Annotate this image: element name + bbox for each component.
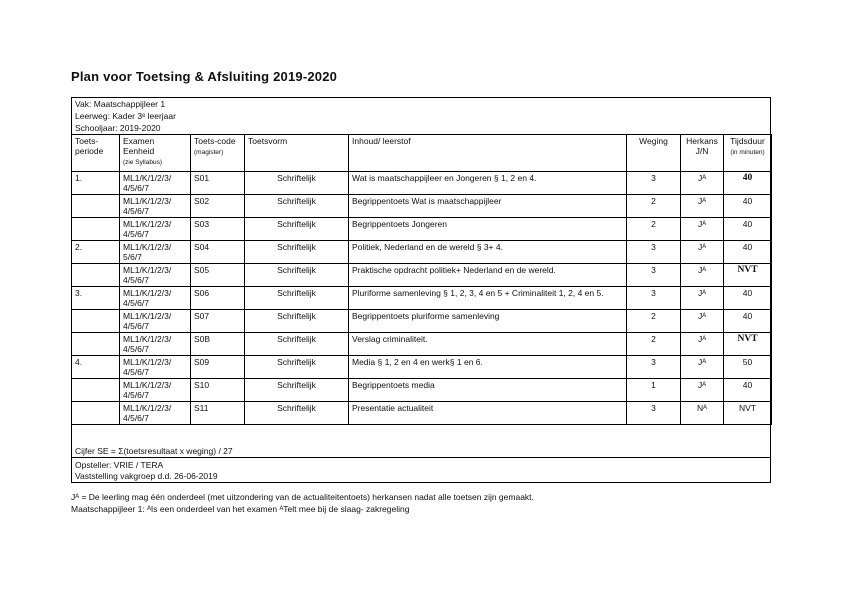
cell-code: S0B [191,333,245,356]
cell-vorm: Schriftelijk [245,356,349,379]
cell-eenheid: ML1/K/1/2/3/ 4/5/6/7 [120,218,191,241]
cell-duur: 40 [724,218,772,241]
cell-eenheid: ML1/K/1/2/3/ 4/5/6/7 [120,402,191,425]
cell-inhoud: Begrippentoets Jongeren [349,218,627,241]
cell-weging: 3 [627,287,681,310]
cell-herkans: Jᴬ [681,172,724,195]
table-row [72,264,772,287]
cell-code: S09 [191,356,245,379]
footnote-herkansing: Jᴬ = De leerling mag één onderdeel (met uitzondering van de actualiteitentoets) herkansen nadat alle toetsen zijn gemaakt. [71,492,534,502]
cell-vorm: Schriftelijk [245,379,349,402]
cell-herkans: Jᴬ [681,195,724,218]
cell-vorm: Schriftelijk [245,287,349,310]
header-vorm: Toetsvorm [245,135,349,172]
opsteller-label: Opsteller: VRIE / TERA [75,460,164,470]
cell-herkans: Jᴬ [681,218,724,241]
cell-duur: 40 [724,310,772,333]
cijfer-formula: Cijfer SE = Σ(toetsresultaat x weging) / 27 [75,446,233,456]
cell-weging: 1 [627,379,681,402]
header-herkans: Herkans J/N [681,135,724,172]
schooljaar-label: Schooljaar: 2019-2020 [75,123,161,133]
table-row [72,379,772,402]
cell-code: S10 [191,379,245,402]
cell-periode: 3. [72,287,120,310]
table-row [72,287,772,310]
cell-herkans: Jᴬ [681,310,724,333]
cell-weging: 2 [627,333,681,356]
table-row [72,333,772,356]
cell-code: S07 [191,310,245,333]
cell-vorm: Schriftelijk [245,333,349,356]
cell-inhoud: Verslag criminaliteit. [349,333,627,356]
cell-periode [72,333,120,356]
cell-periode: 1. [72,172,120,195]
cell-periode [72,379,120,402]
cell-code: S01 [191,172,245,195]
cell-vorm: Schriftelijk [245,264,349,287]
cell-code: S06 [191,287,245,310]
table-header-row [72,135,772,172]
cell-vorm: Schriftelijk [245,172,349,195]
cell-weging: 3 [627,241,681,264]
header-code-label: Toets-code [194,136,236,146]
cell-periode: 4. [72,356,120,379]
cell-duur: NVT [724,333,772,356]
cell-weging: 3 [627,402,681,425]
cell-vorm: Schriftelijk [245,195,349,218]
cell-duur: 40 [724,241,772,264]
header-eenheid-label: Examen Eenheid [123,136,155,156]
cell-code: S04 [191,241,245,264]
cell-periode [72,264,120,287]
header-weging: Weging [627,135,681,172]
cell-herkans: Jᴬ [681,333,724,356]
cell-periode: 2. [72,241,120,264]
table-row [72,218,772,241]
cell-herkans: Jᴬ [681,379,724,402]
cell-vorm: Schriftelijk [245,241,349,264]
cell-periode [72,195,120,218]
header-code-sub: (magister) [194,149,224,156]
cell-code: S05 [191,264,245,287]
cell-code: S11 [191,402,245,425]
header-eenheid [120,135,191,172]
leerweg-label: Leerweg: Kader 3ᵉ leerjaar [75,111,176,121]
cell-duur: 40 [724,195,772,218]
cell-eenheid: ML1/K/1/2/3/ 4/5/6/7 [120,172,191,195]
table-row [72,172,772,195]
cell-inhoud: Praktische opdracht politiek+ Nederland en de wereld. [349,264,627,287]
cell-herkans: Nᴬ [681,402,724,425]
cell-duur: 40 [724,287,772,310]
cell-duur: 40 [724,172,772,195]
header-duur-label: Tijdsduur [730,136,765,146]
table-row [72,310,772,333]
cell-eenheid: ML1/K/1/2/3/ 4/5/6/7 [120,287,191,310]
cell-duur: 50 [724,356,772,379]
cell-herkans: Jᴬ [681,287,724,310]
cell-herkans: Jᴬ [681,241,724,264]
vaststelling-label: Vaststelling vakgroep d.d. 26-06-2019 [75,471,218,481]
header-eenheid-sub: (zie Syllabus) [123,159,163,166]
cell-eenheid: ML1/K/1/2/3/ 4/5/6/7 [120,379,191,402]
cell-inhoud: Begrippentoets pluriforme samenleving [349,310,627,333]
cell-code: S02 [191,195,245,218]
cell-inhoud: Begrippentoets media [349,379,627,402]
table-row [72,241,772,264]
cell-weging: 2 [627,218,681,241]
cell-weging: 2 [627,310,681,333]
cell-inhoud: Wat is maatschappijleer en Jongeren § 1, 2 en 4. [349,172,627,195]
cell-inhoud: Media § 1, 2 en 4 en werk§ 1 en 6. [349,356,627,379]
cell-vorm: Schriftelijk [245,310,349,333]
cell-eenheid: ML1/K/1/2/3/ 5/6/7 [120,241,191,264]
cell-eenheid: ML1/K/1/2/3/ 4/5/6/7 [120,195,191,218]
cell-eenheid: ML1/K/1/2/3/ 4/5/6/7 [120,264,191,287]
cell-weging: 3 [627,172,681,195]
header-inhoud: Inhoud/ leerstof [349,135,627,172]
cell-herkans: Jᴬ [681,264,724,287]
cell-inhoud: Begrippentoets Wat is maatschappijleer [349,195,627,218]
cell-weging: 2 [627,195,681,218]
cijfer-divider [71,457,771,458]
vak-label: Vak: Maatschappijleer 1 [75,99,166,109]
cell-eenheid: ML1/K/1/2/3/ 4/5/6/7 [120,333,191,356]
cell-weging: 3 [627,264,681,287]
header-periode: Toets-periode [72,135,120,172]
cell-code: S03 [191,218,245,241]
cell-weging: 3 [627,356,681,379]
table-row [72,356,772,379]
table-row [72,402,772,425]
cell-eenheid: ML1/K/1/2/3/ 4/5/6/7 [120,356,191,379]
cell-herkans: Jᴬ [681,356,724,379]
cell-vorm: Schriftelijk [245,218,349,241]
cell-duur: NVT [724,264,772,287]
footnote-examen: Maatschappijleer 1: ᴬIs een onderdeel van het examen ᴬTelt mee bij de slaag- zakregeling [71,504,410,514]
cell-periode [72,402,120,425]
cell-inhoud: Presentatie actualiteit [349,402,627,425]
cell-vorm: Schriftelijk [245,402,349,425]
cell-periode [72,310,120,333]
cell-eenheid: ML1/K/1/2/3/ 4/5/6/7 [120,310,191,333]
cell-inhoud: Politiek, Nederland en de wereld § 3+ 4. [349,241,627,264]
cell-duur: 40 [724,379,772,402]
cell-duur: NVT [724,402,772,425]
header-duur [724,135,772,172]
toetsplan-table [71,134,772,425]
cell-inhoud: Pluriforme samenleving § 1, 2, 3, 4 en 5 + Criminaliteit 1, 2, 4 en 5. [349,287,627,310]
header-code [191,135,245,172]
header-duur-sub: (in minuten) [730,149,765,156]
page-title: Plan voor Toetsing & Afsluiting 2019-2020 [71,69,338,84]
cell-periode [72,218,120,241]
table-row [72,195,772,218]
